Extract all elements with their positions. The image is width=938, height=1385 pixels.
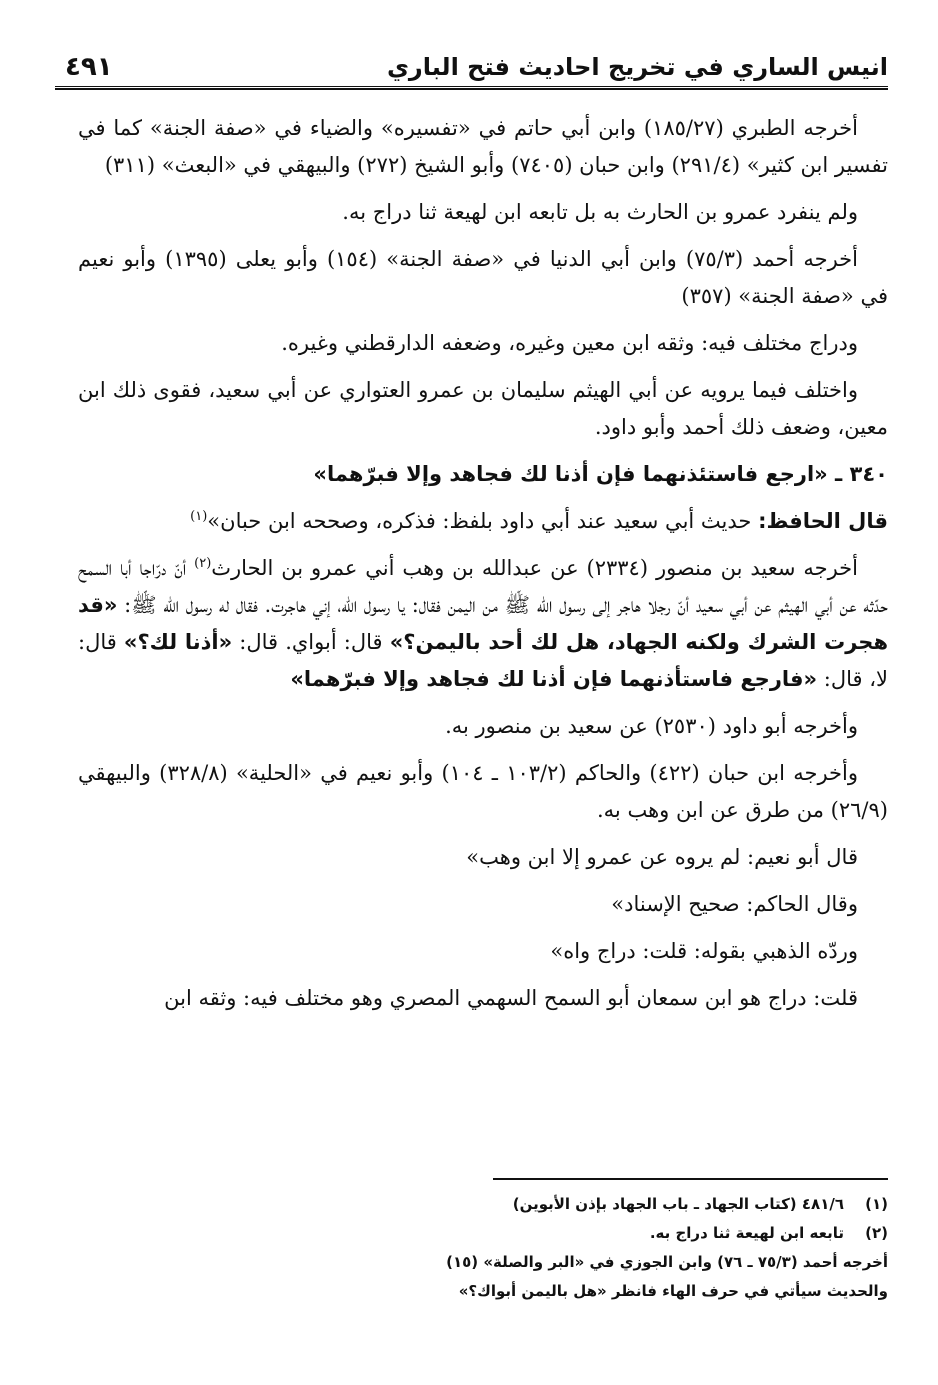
page-number: ٤٩١ <box>65 52 113 82</box>
paragraph-text: قال: أبواي. قال: <box>232 630 390 654</box>
paragraph: أخرجه أحمد (٧٥/٣) وابن أبي الدنيا في «صفة الجنة» (١٥٤) وأبو يعلى (١٣٩٥) وأبو نعيم في «صفة الجنة» (٣٥٧) <box>78 247 888 308</box>
header-rule <box>55 86 888 90</box>
footnote-continuation <box>80 1248 888 1277</box>
hadith-heading: ٣٤٠ ـ «ارجع فاستئذنهما فإن أذنا لك فجاهد وإلا فبرّهما» <box>313 462 888 486</box>
paragraph: قال أبو نعيم: لم يروه عن عمرو إلا ابن وهب» <box>466 845 858 869</box>
paragraph: ولم ينفرد عمرو بن الحارث به بل تابعه ابن لهيعة ثنا دراج به. <box>342 200 858 224</box>
page-header <box>55 50 888 90</box>
paragraph: واختلف فيما يرويه عن أبي الهيثم سليمان بن عمرو العتواري عن أبي سعيد، فقوى ذلك ابن معين، وضعف ذلك أحمد وأبو داود. <box>78 378 888 439</box>
footnote <box>80 1219 888 1248</box>
paragraph: وردّه الذهبي بقوله: قلت: دراج واه» <box>550 939 858 963</box>
paragraph: وأخرجه ابن حبان (٤٢٢) والحاكم (١٠٣/٢ ـ ١٠٤) وأبو نعيم في «الحلية» (٣٢٨/٨) والبيهقي (٢٦/٩) من طرق عن ابن وهب به. <box>78 761 888 822</box>
paragraph: أخرجه الطبري (١٨٥/٢٧) وابن أبي حاتم في «تفسيره» والضياء في «صفة الجنة» كما في تفسير ابن كثير» (٢٩١/٤) وابن حبان (٧٤٠٥) وأبو الشيخ (٢٧٢) والبيهقي في «البعث» (٣١١) <box>78 116 888 177</box>
paragraph-text: حديث أبي سعيد عند أبي داود بلفظ: فذكره، وصححه ابن حبان» <box>207 509 759 533</box>
footnote-continuation <box>80 1277 888 1306</box>
paragraph: قلت: دراج هو ابن سمعان أبو السمح السهمي المصري وهو مختلف فيه: وثقه ابن <box>164 986 858 1010</box>
footnotes <box>80 1190 888 1306</box>
quote-bold: «قد هجرت الشرك ولكنه الجهاد، هل لك أحد باليمن؟» <box>78 593 889 654</box>
paragraph: ودراج مختلف فيه: وثقه ابن معين وغيره، وضعفه الدارقطني وغيره. <box>281 331 858 355</box>
quote-bold: «أذنا لك؟» <box>123 630 233 654</box>
paragraph <box>78 550 888 698</box>
footnote-number: (١) <box>865 1195 888 1213</box>
footnote-separator <box>493 1178 888 1180</box>
footnote-text: تابعه ابن لهيعة ثنا دراج به. <box>649 1224 844 1242</box>
speaker-label: قال الحافظ: <box>758 509 888 533</box>
footnote-ref: (١) <box>190 509 208 524</box>
quote-bold: «فارجع فاستأذنهما فإن أذنا لك فجاهد وإلا فبرّهما» <box>290 667 818 691</box>
paragraph-text: أخرجه سعيد بن منصور (٢٣٣٤) عن عبدالله بن وهب أني عمرو بن الحارث <box>211 556 858 580</box>
footnote-text: أخرجه أحمد (٧٥/٣ ـ ٧٦) وابن الجوزي في «البر والصلة» (١٥) <box>446 1253 888 1271</box>
main-text <box>78 110 888 1027</box>
paragraph <box>78 503 888 540</box>
running-title: انيس الساري في تخريج احاديث فتح الباري <box>386 53 888 81</box>
paragraph: وقال الحاكم: صحيح الإسناد» <box>611 892 858 916</box>
paragraph-text: أنّ درّاجا أبا السمح حدّثه عن أبي الهيثم عن أبي سعيد أنّ رجلا هاجر إلى رسول الله ﷺ من اليمن فقال: يا رسول الله، إني هاجرت. فقال له رسول الله ﷺ: <box>78 556 888 617</box>
footnote-text: ٤٨١/٦ (كتاب الجهاد ـ باب الجهاد بإذن الأبوين) <box>512 1195 844 1213</box>
footnote-text: والحديث سيأتي في حرف الهاء فانظر «هل باليمن أبواك؟» <box>458 1282 888 1300</box>
footnote-ref: (٢) <box>194 556 212 571</box>
paragraph: وأخرجه أبو داود (٢٥٣٠) عن سعيد بن منصور به. <box>445 714 858 738</box>
footnote <box>80 1190 888 1219</box>
paragraph-text: قال: لا، قال: <box>78 630 888 691</box>
footnote-number: (٢) <box>865 1224 888 1242</box>
